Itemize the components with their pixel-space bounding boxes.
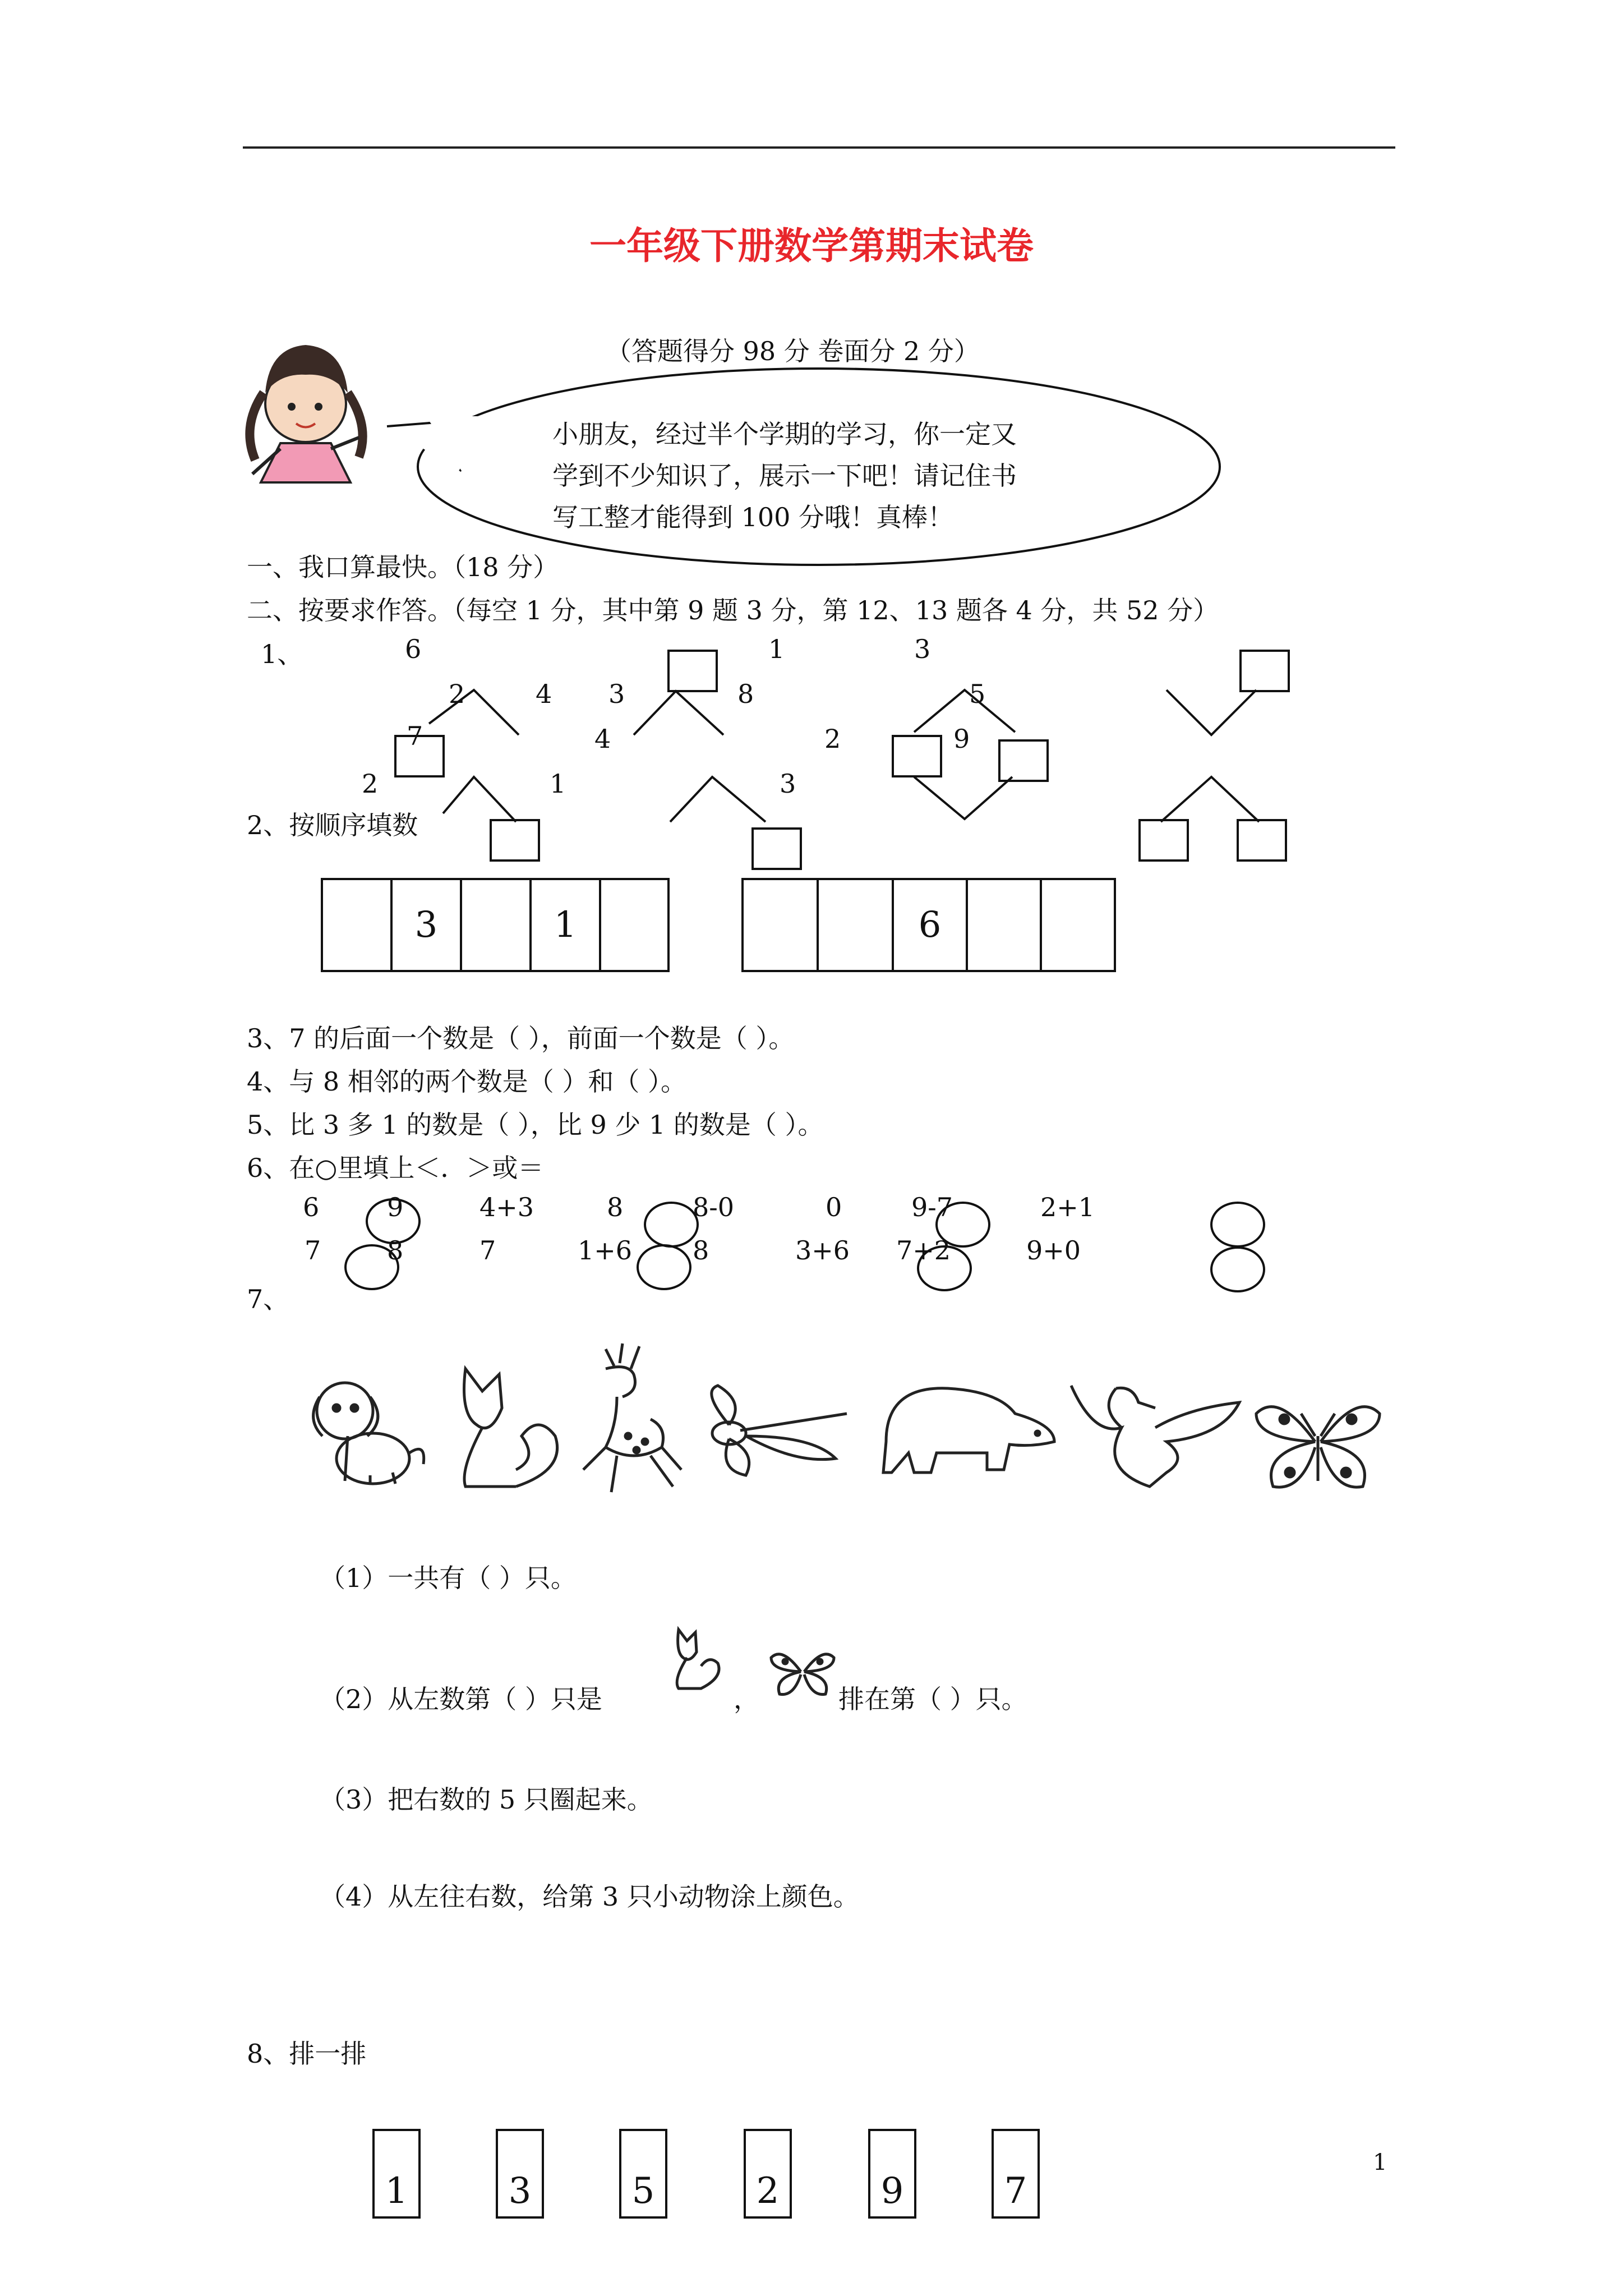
compare-item: 1+6 — [578, 1235, 633, 1266]
number-card[interactable]: 2 — [744, 2129, 792, 2219]
tree-number: 2 — [362, 769, 379, 799]
compare-item: 3+6 — [795, 1235, 850, 1266]
compare-circle[interactable] — [344, 1244, 399, 1290]
compare-circle[interactable] — [637, 1244, 691, 1290]
answer-box[interactable] — [751, 827, 802, 870]
tree-number: 4 — [594, 724, 611, 754]
speech-line-1: 小朋友，经过半个学期的学习，你一定又 — [552, 419, 1017, 449]
q7-sub-1: （1）一共有（ ）只。 — [320, 1563, 577, 1593]
compare-item: 7 — [305, 1235, 321, 1266]
section-2-heading: 二、按要求作答。（每空 1 分，其中第 9 题 3 分，第 12、13 题各 4 分，共 52 分） — [247, 595, 1219, 625]
page-number: 1 — [1373, 2150, 1387, 2175]
answer-box[interactable] — [1237, 819, 1287, 862]
tree-number: 3 — [914, 634, 931, 664]
tree-number: 9 — [953, 724, 970, 754]
tree-number: 1 — [550, 769, 566, 799]
sequence-row-2 — [741, 878, 1116, 972]
compare-circle[interactable] — [644, 1202, 699, 1248]
q7-sub-2b: ， — [734, 1684, 759, 1714]
compare-item: 0 — [826, 1192, 842, 1222]
compare-circle[interactable] — [935, 1202, 990, 1248]
answer-box[interactable] — [998, 739, 1049, 782]
sequence-cell[interactable]: 6 — [892, 880, 966, 970]
compare-circle[interactable] — [366, 1198, 421, 1244]
number-card[interactable]: 7 — [992, 2129, 1040, 2219]
answer-box[interactable] — [1138, 819, 1189, 862]
number-card[interactable]: 1 — [372, 2129, 421, 2219]
compare-item: 7+2 — [896, 1235, 951, 1266]
section-1-heading: 一、我口算最快。（18 分） — [247, 552, 559, 582]
page-title: 一年级下册数学第期末试卷 — [589, 224, 1034, 268]
answer-box[interactable] — [394, 735, 445, 777]
number-trees — [429, 690, 1259, 822]
q7-sub-3: （3）把右数的 5 只圈起来。 — [320, 1784, 653, 1815]
sequence-cell[interactable]: 3 — [390, 880, 460, 970]
number-card[interactable]: 5 — [619, 2129, 667, 2219]
compare-item: 6 — [303, 1192, 320, 1222]
speech-line-2: 学到不少知识了，展示一下吧！请记住书 — [552, 461, 1017, 491]
q8-label: 8、排一排 — [247, 2039, 367, 2069]
q7-sub-2c: 排在第（ ）只。 — [838, 1684, 1027, 1714]
compare-item: 9-7 — [911, 1192, 953, 1222]
compare-circle[interactable] — [1210, 1246, 1265, 1292]
answer-box[interactable] — [892, 735, 942, 777]
sequence-cell[interactable] — [321, 880, 390, 970]
sequence-cell[interactable] — [599, 880, 668, 970]
sequence-row-1 — [321, 878, 670, 972]
tree-number: 5 — [969, 679, 986, 709]
sequence-cell[interactable] — [817, 880, 892, 970]
tree-number: 3 — [780, 769, 796, 799]
sequence-cell[interactable] — [460, 880, 529, 970]
tree-number: 6 — [405, 634, 422, 664]
q7-sub-2a: （2）从左数第（ ）只是 — [320, 1684, 602, 1714]
compare-item: 7 — [479, 1235, 496, 1266]
tree-number: 3 — [608, 679, 625, 709]
tree-number: 2 — [449, 679, 465, 709]
q1-label: 1、 — [261, 639, 303, 669]
q7-sub-4: （4）从左往右数，给第 3 只小动物涂上颜色。 — [320, 1881, 859, 1912]
compare-item: 2+1 — [1040, 1192, 1095, 1222]
sequence-cell[interactable] — [741, 880, 817, 970]
speech-line-3: 写工整才能得到 100 分哦！真棒！ — [552, 502, 954, 532]
q7-label: 7、 — [247, 1284, 289, 1314]
answer-box[interactable] — [667, 650, 718, 692]
sequence-cell[interactable] — [1040, 880, 1116, 970]
compare-item: 8 — [387, 1235, 404, 1266]
sequence-cell[interactable] — [966, 880, 1040, 970]
q3: 3、7 的后面一个数是（ ），前面一个数是（ ）。 — [247, 1023, 795, 1053]
q5: 5、比 3 多 1 的数是（ ），比 9 少 1 的数是（ ）。 — [247, 1110, 824, 1140]
number-card[interactable]: 9 — [868, 2129, 916, 2219]
sequence-cell[interactable]: 1 — [529, 880, 599, 970]
compare-circle[interactable] — [917, 1245, 972, 1291]
compare-circle[interactable] — [1210, 1202, 1265, 1248]
compare-item: 9+0 — [1026, 1235, 1081, 1266]
number-card[interactable]: 3 — [496, 2129, 544, 2219]
tree-number: 1 — [768, 634, 785, 664]
score-note: （答题得分 98 分 卷面分 2 分） — [606, 336, 980, 366]
tree-number: 4 — [536, 679, 552, 709]
q4: 4、与 8 相邻的两个数是（ ）和（ ）。 — [247, 1066, 687, 1097]
tree-number: 8 — [737, 679, 754, 709]
compare-item: 8 — [693, 1235, 709, 1266]
compare-item: 9 — [387, 1192, 404, 1222]
girl-illustration — [250, 345, 362, 482]
q6-label: 6、在○里填上＜．＞或＝ — [247, 1153, 544, 1183]
answer-box[interactable] — [490, 819, 540, 862]
tree-number: 2 — [824, 724, 841, 754]
compare-item: 8-0 — [693, 1192, 735, 1222]
compare-item: 8 — [607, 1192, 624, 1222]
q2-label: 2、按顺序填数 — [247, 810, 418, 840]
answer-box[interactable] — [1239, 650, 1290, 692]
tree-number: 7 — [407, 721, 423, 751]
compare-item: 4+3 — [479, 1192, 534, 1222]
